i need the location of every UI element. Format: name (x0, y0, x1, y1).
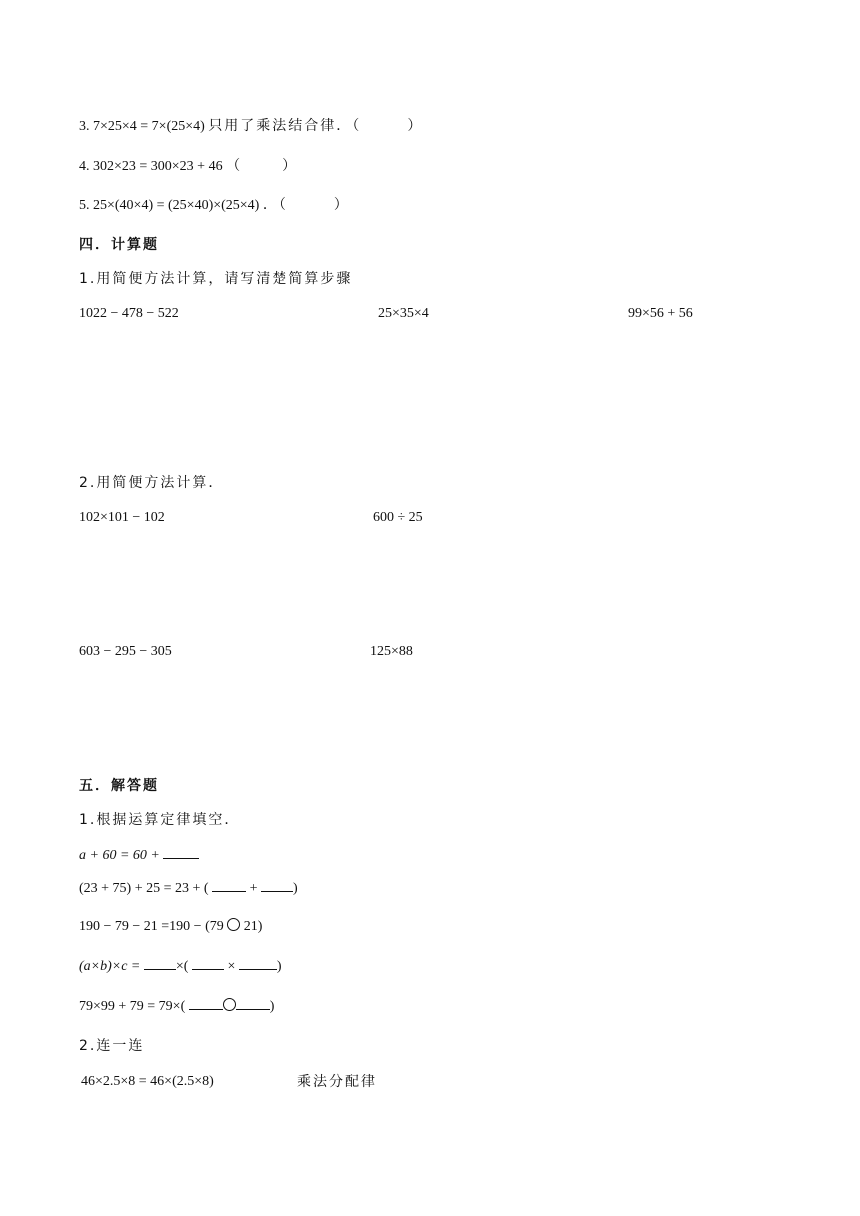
close-paren: ) (276, 959, 282, 974)
answer-blank[interactable] (192, 957, 224, 970)
open-paren: ．（ (262, 197, 288, 213)
expression: 25×(40×4) = (25×40)×(25×4) (93, 198, 260, 213)
calc-expression-5: 600 ÷ 25 (373, 510, 423, 525)
question-number: 3. (79, 119, 90, 134)
fill-line-1 (79, 846, 199, 865)
calc-expression-1: 1022 − 478 − 522 (79, 306, 179, 321)
match-answer-label[interactable]: 乘法分配律 (297, 1074, 377, 1090)
times-sign: × (227, 959, 236, 974)
calc-expression-2: 25×35×4 (378, 306, 429, 321)
calc-expression-4: 102×101 − 102 (79, 510, 165, 525)
calc-question-1-title: 1.用简便方法计算，请写清楚简算步骤 (79, 271, 353, 287)
expression: (a×b)×c = (79, 959, 144, 974)
fill-line-2 (79, 879, 298, 898)
expression: 302×23 = 300×23 + 46 (93, 159, 223, 174)
close-paren: ) (292, 881, 298, 896)
fill-line-5 (79, 997, 274, 1016)
section-heading-calculation: 四．计算题 (79, 237, 159, 253)
calc-expression-6: 603 − 295 − 305 (79, 644, 172, 659)
calc-expression-3: 99×56 + 56 (628, 306, 693, 321)
expression-end: 21) (243, 919, 263, 934)
answer-blank[interactable] (212, 879, 246, 892)
circle-blank-icon[interactable] (223, 998, 236, 1011)
expression: a + 60 = 60 + (79, 848, 164, 863)
fill-line-3 (79, 918, 262, 936)
question-number: 4. (79, 159, 90, 174)
circle-blank-icon[interactable] (227, 918, 240, 931)
fill-question-title: 1.根据运算定律填空． (79, 812, 241, 828)
open-paren: （ (226, 158, 243, 174)
question-text: 只用了乘法结合律．（ (208, 118, 362, 134)
close-paren: ) (269, 999, 275, 1014)
calc-expression-7: 125×88 (370, 644, 413, 659)
expression: (23 + 75) + 25 = 23 + ( (79, 881, 209, 896)
section-heading-answers: 五．解答题 (79, 778, 159, 794)
answer-blank[interactable] (261, 879, 293, 892)
close-paren: ） (407, 118, 424, 134)
close-paren: ） (333, 197, 350, 213)
match-expression[interactable]: 46×2.5×8 = 46×(2.5×8) (81, 1074, 214, 1089)
judge-question-4 (79, 157, 298, 176)
answer-blank[interactable] (144, 957, 176, 970)
times-paren: ×( (175, 959, 189, 974)
answer-blank[interactable] (236, 997, 270, 1010)
calc-question-2-title: 2.用简便方法计算． (79, 475, 225, 491)
match-question-title: 2.连一连 (79, 1038, 145, 1054)
expression: 190 − 79 − 21 =190 − (79 (79, 919, 224, 934)
fill-line-4 (79, 957, 282, 976)
plus-sign: + (249, 881, 258, 896)
expression: 79×99 + 79 = 79×( (79, 999, 186, 1014)
close-paren: ） (282, 158, 299, 174)
answer-blank[interactable] (163, 846, 199, 859)
judge-question-5 (79, 196, 350, 215)
answer-blank[interactable] (189, 997, 223, 1010)
question-number: 5. (79, 198, 90, 213)
answer-blank[interactable] (239, 957, 277, 970)
judge-question-3 (79, 117, 423, 136)
expression: 7×25×4 = 7×(25×4) (93, 119, 205, 134)
